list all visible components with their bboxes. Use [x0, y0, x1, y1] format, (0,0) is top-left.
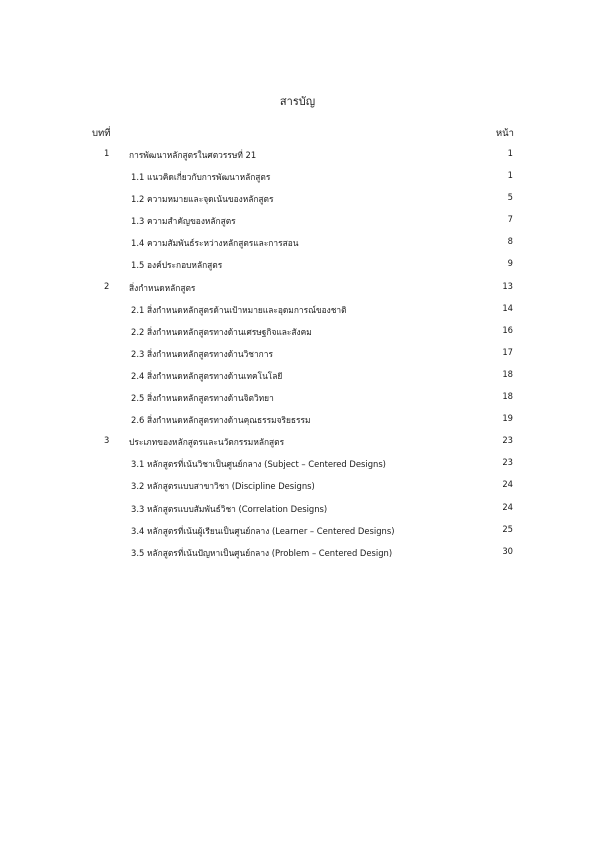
table-of-contents — [0, 148, 595, 568]
toc-page-number: 18 — [502, 368, 513, 379]
toc-chapter-row — [0, 281, 595, 303]
toc-page-number: 23 — [502, 457, 513, 468]
chapter-column-header: บทที่ — [92, 128, 111, 139]
toc-page-number: 1 — [507, 148, 513, 158]
toc-section-row — [0, 524, 595, 546]
toc-section-row — [0, 479, 595, 501]
toc-section-title: 1.5 องค์ประกอบหลักสูตร — [131, 260, 223, 271]
toc-section-row — [0, 369, 595, 391]
toc-chapter-title: สิ่งกำหนดหลักสูตร — [129, 282, 196, 293]
page-column-header: หน้า — [495, 128, 514, 139]
toc-page-number: 9 — [507, 258, 513, 269]
toc-chapter-title: การพัฒนาหลักสูตรในศตวรรษที่ 21 — [129, 150, 257, 160]
toc-page-number: 17 — [502, 346, 513, 357]
toc-section-row — [0, 258, 595, 280]
toc-section-title: 1.4 ความสัมพันธ์ระหว่างหลักสูตรและการสอน — [131, 238, 299, 249]
toc-section-title: 2.4 สิ่งกำหนดหลักสูตรทางด้านเทคโนโลยี — [131, 370, 283, 381]
toc-page-number: 16 — [502, 324, 513, 335]
toc-section-title: 3.5 หลักสูตรที่เน้นปัญหาเป็นศูนย์กลาง (Problem – Centered Design) — [131, 547, 393, 558]
toc-page-number: 25 — [502, 523, 513, 534]
page-title: สารบัญ — [279, 95, 316, 108]
toc-section-title: 3.4 หลักสูตรที่เน้นผู้เรียนเป็นศูนย์กลาง (Learner – Centered Designs) — [131, 525, 395, 536]
toc-chapter-row — [0, 435, 595, 457]
toc-page-number: 14 — [502, 302, 513, 313]
toc-section-title: 3.3 หลักสูตรแบบสัมพันธ์วิชา (Correlation Designs) — [131, 503, 328, 514]
toc-header — [92, 126, 514, 140]
toc-section-title: 1.2 ความหมายและจุดเน้นของหลักสูตร — [131, 194, 274, 205]
toc-section-row — [0, 391, 595, 413]
toc-section-row — [0, 303, 595, 325]
toc-section-title: 2.6 สิ่งกำหนดหลักสูตรทางด้านคุณธรรมจริยธรรม — [131, 415, 311, 426]
toc-section-title: 2.3 สิ่งกำหนดหลักสูตรทางด้านวิชาการ — [131, 348, 273, 359]
toc-page-number: 5 — [507, 192, 513, 203]
toc-section-title: 1.1 แนวคิดเกี่ยวกับการพัฒนาหลักสูตร — [131, 172, 271, 183]
toc-section-row — [0, 347, 595, 369]
toc-section-row — [0, 546, 595, 568]
toc-page-number: 30 — [502, 545, 513, 556]
toc-section-title: 2.2 สิ่งกำหนดหลักสูตรทางด้านเศรษฐกิจและสังคม — [131, 326, 312, 337]
toc-section-row — [0, 170, 595, 192]
toc-chapter-number: 1 — [104, 148, 110, 158]
toc-section-row — [0, 192, 595, 214]
toc-chapter-title: ประเภทของหลักสูตรและนวัตกรรมหลักสูตร — [129, 437, 285, 448]
toc-page-number: 23 — [502, 435, 513, 446]
toc-section-row — [0, 457, 595, 479]
toc-chapter-number: 3 — [104, 435, 110, 446]
toc-page-number: 7 — [507, 214, 513, 225]
toc-page-number: 24 — [502, 479, 513, 490]
toc-section-row — [0, 413, 595, 435]
toc-page-number: 19 — [502, 413, 513, 424]
toc-page-number: 24 — [502, 501, 513, 512]
toc-page-number: 8 — [507, 236, 513, 247]
toc-section-row — [0, 502, 595, 524]
toc-section-title: 3.2 หลักสูตรแบบสาขาวิชา (Discipline Designs) — [131, 481, 315, 492]
toc-section-row — [0, 214, 595, 236]
toc-section-title: 1.3 ความสำคัญของหลักสูตร — [131, 216, 236, 227]
toc-page-number: 18 — [502, 391, 513, 402]
toc-section-row — [0, 236, 595, 258]
toc-page-number: 13 — [502, 280, 513, 291]
toc-page-number: 1 — [507, 170, 513, 181]
toc-section-title: 2.1 สิ่งกำหนดหลักสูตรด้านเป้าหมายและอุดมการณ์ของชาติ — [131, 304, 347, 315]
toc-chapter-row — [0, 148, 595, 170]
toc-section-title: 3.1 หลักสูตรที่เน้นวิชาเป็นศูนย์กลาง (Subject – Centered Designs) — [131, 459, 386, 470]
toc-chapter-number: 2 — [104, 280, 110, 291]
toc-section-title: 2.5 สิ่งกำหนดหลักสูตรทางด้านจิตวิทยา — [131, 393, 274, 404]
toc-section-row — [0, 325, 595, 347]
